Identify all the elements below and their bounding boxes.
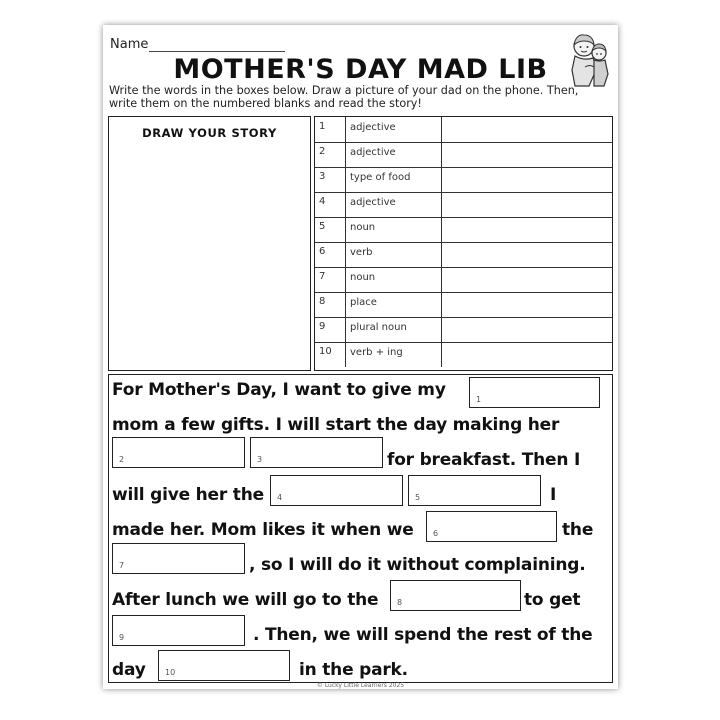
row-answer-field[interactable] (441, 342, 613, 367)
word-list-table (314, 116, 613, 371)
name-label: Name (110, 37, 149, 52)
story-text: day (112, 660, 146, 680)
blank-number: 10 (165, 668, 176, 677)
worksheet-title: MOTHER'S DAY MAD LIB (173, 54, 548, 85)
row-word-type: adjective (345, 117, 441, 142)
blank-number: 2 (119, 455, 125, 464)
row-answer-field[interactable] (441, 142, 613, 167)
row-number: 2 (319, 146, 326, 157)
blank-number: 5 (415, 493, 421, 502)
blank-number: 9 (119, 633, 125, 642)
story-text: for breakfast. Then I (387, 450, 581, 470)
copyright-footer: © Lucky Little Learners 2025 (316, 682, 405, 689)
row-answer-field[interactable] (441, 242, 613, 267)
row-answer-field[interactable] (441, 292, 613, 317)
row-number: 7 (319, 271, 326, 282)
story-text: , so I will do it without complaining. (249, 555, 586, 575)
story-blank-9[interactable] (112, 615, 245, 646)
row-number: 3 (319, 171, 326, 182)
mother-and-child-clipart-icon (567, 33, 613, 87)
row-number: 10 (319, 346, 332, 357)
blank-number: 8 (397, 598, 403, 607)
row-answer-field[interactable] (441, 267, 613, 292)
row-answer-field[interactable] (441, 117, 613, 142)
row-answer-field[interactable] (441, 167, 613, 192)
row-number: 6 (319, 246, 326, 257)
word-row (315, 292, 612, 318)
row-number: 8 (319, 296, 326, 307)
story-text: For Mother's Day, I want to give my (112, 380, 446, 400)
story-text: made her. Mom likes it when we (112, 520, 414, 540)
row-word-type: plural noun (345, 317, 441, 342)
story-blank-7[interactable] (112, 543, 245, 574)
story-text: mom a few gifts. I will start the day making her (112, 415, 560, 435)
name-line[interactable] (149, 51, 285, 52)
story-blank-2[interactable] (112, 437, 245, 468)
word-row (315, 142, 612, 168)
blank-number: 7 (119, 561, 125, 570)
word-row (315, 267, 612, 293)
story-blank-4[interactable] (270, 475, 403, 506)
story-text: in the park. (299, 660, 408, 680)
word-row (315, 242, 612, 268)
instructions: Write the words in the boxes below. Draw a picture of your dad on the phone. Then, write them on the numbered blanks and read the story! (109, 84, 579, 110)
word-row (315, 317, 612, 343)
row-answer-field[interactable] (441, 217, 613, 242)
story-text: After lunch we will go to the (112, 590, 379, 610)
row-word-type: noun (345, 267, 441, 292)
row-answer-field[interactable] (441, 317, 613, 342)
word-row (315, 167, 612, 193)
story-text: . Then, we will spend the rest of the (253, 625, 593, 645)
word-row (315, 117, 612, 143)
story-text: the (562, 520, 594, 540)
story-blank-1[interactable] (469, 377, 600, 408)
story-text: to get (524, 590, 581, 610)
draw-box-title: DRAW YOUR STORY (142, 126, 277, 140)
story-blank-6[interactable] (426, 511, 557, 542)
row-number: 5 (319, 221, 326, 232)
row-word-type: adjective (345, 142, 441, 167)
row-number: 4 (319, 196, 326, 207)
row-word-type: verb + ing (345, 342, 441, 367)
story-text: I (550, 485, 557, 505)
word-row (315, 342, 612, 367)
blank-number: 4 (277, 493, 283, 502)
blank-number: 1 (476, 395, 482, 404)
story-blank-8[interactable] (390, 580, 521, 611)
row-number: 9 (319, 321, 326, 332)
draw-your-story-box[interactable] (108, 116, 311, 371)
word-row (315, 217, 612, 243)
story-blank-5[interactable] (408, 475, 541, 506)
row-number: 1 (319, 121, 326, 132)
row-answer-field[interactable] (441, 192, 613, 217)
row-word-type: noun (345, 217, 441, 242)
word-row (315, 192, 612, 218)
story-box (108, 374, 613, 683)
blank-number: 3 (257, 455, 263, 464)
worksheet-page (103, 25, 618, 689)
row-word-type: verb (345, 242, 441, 267)
story-text: will give her the (112, 485, 264, 505)
row-word-type: type of food (345, 167, 441, 192)
blank-number: 6 (433, 529, 439, 538)
row-word-type: place (345, 292, 441, 317)
story-blank-10[interactable] (158, 650, 290, 681)
story-blank-3[interactable] (250, 437, 383, 468)
row-word-type: adjective (345, 192, 441, 217)
